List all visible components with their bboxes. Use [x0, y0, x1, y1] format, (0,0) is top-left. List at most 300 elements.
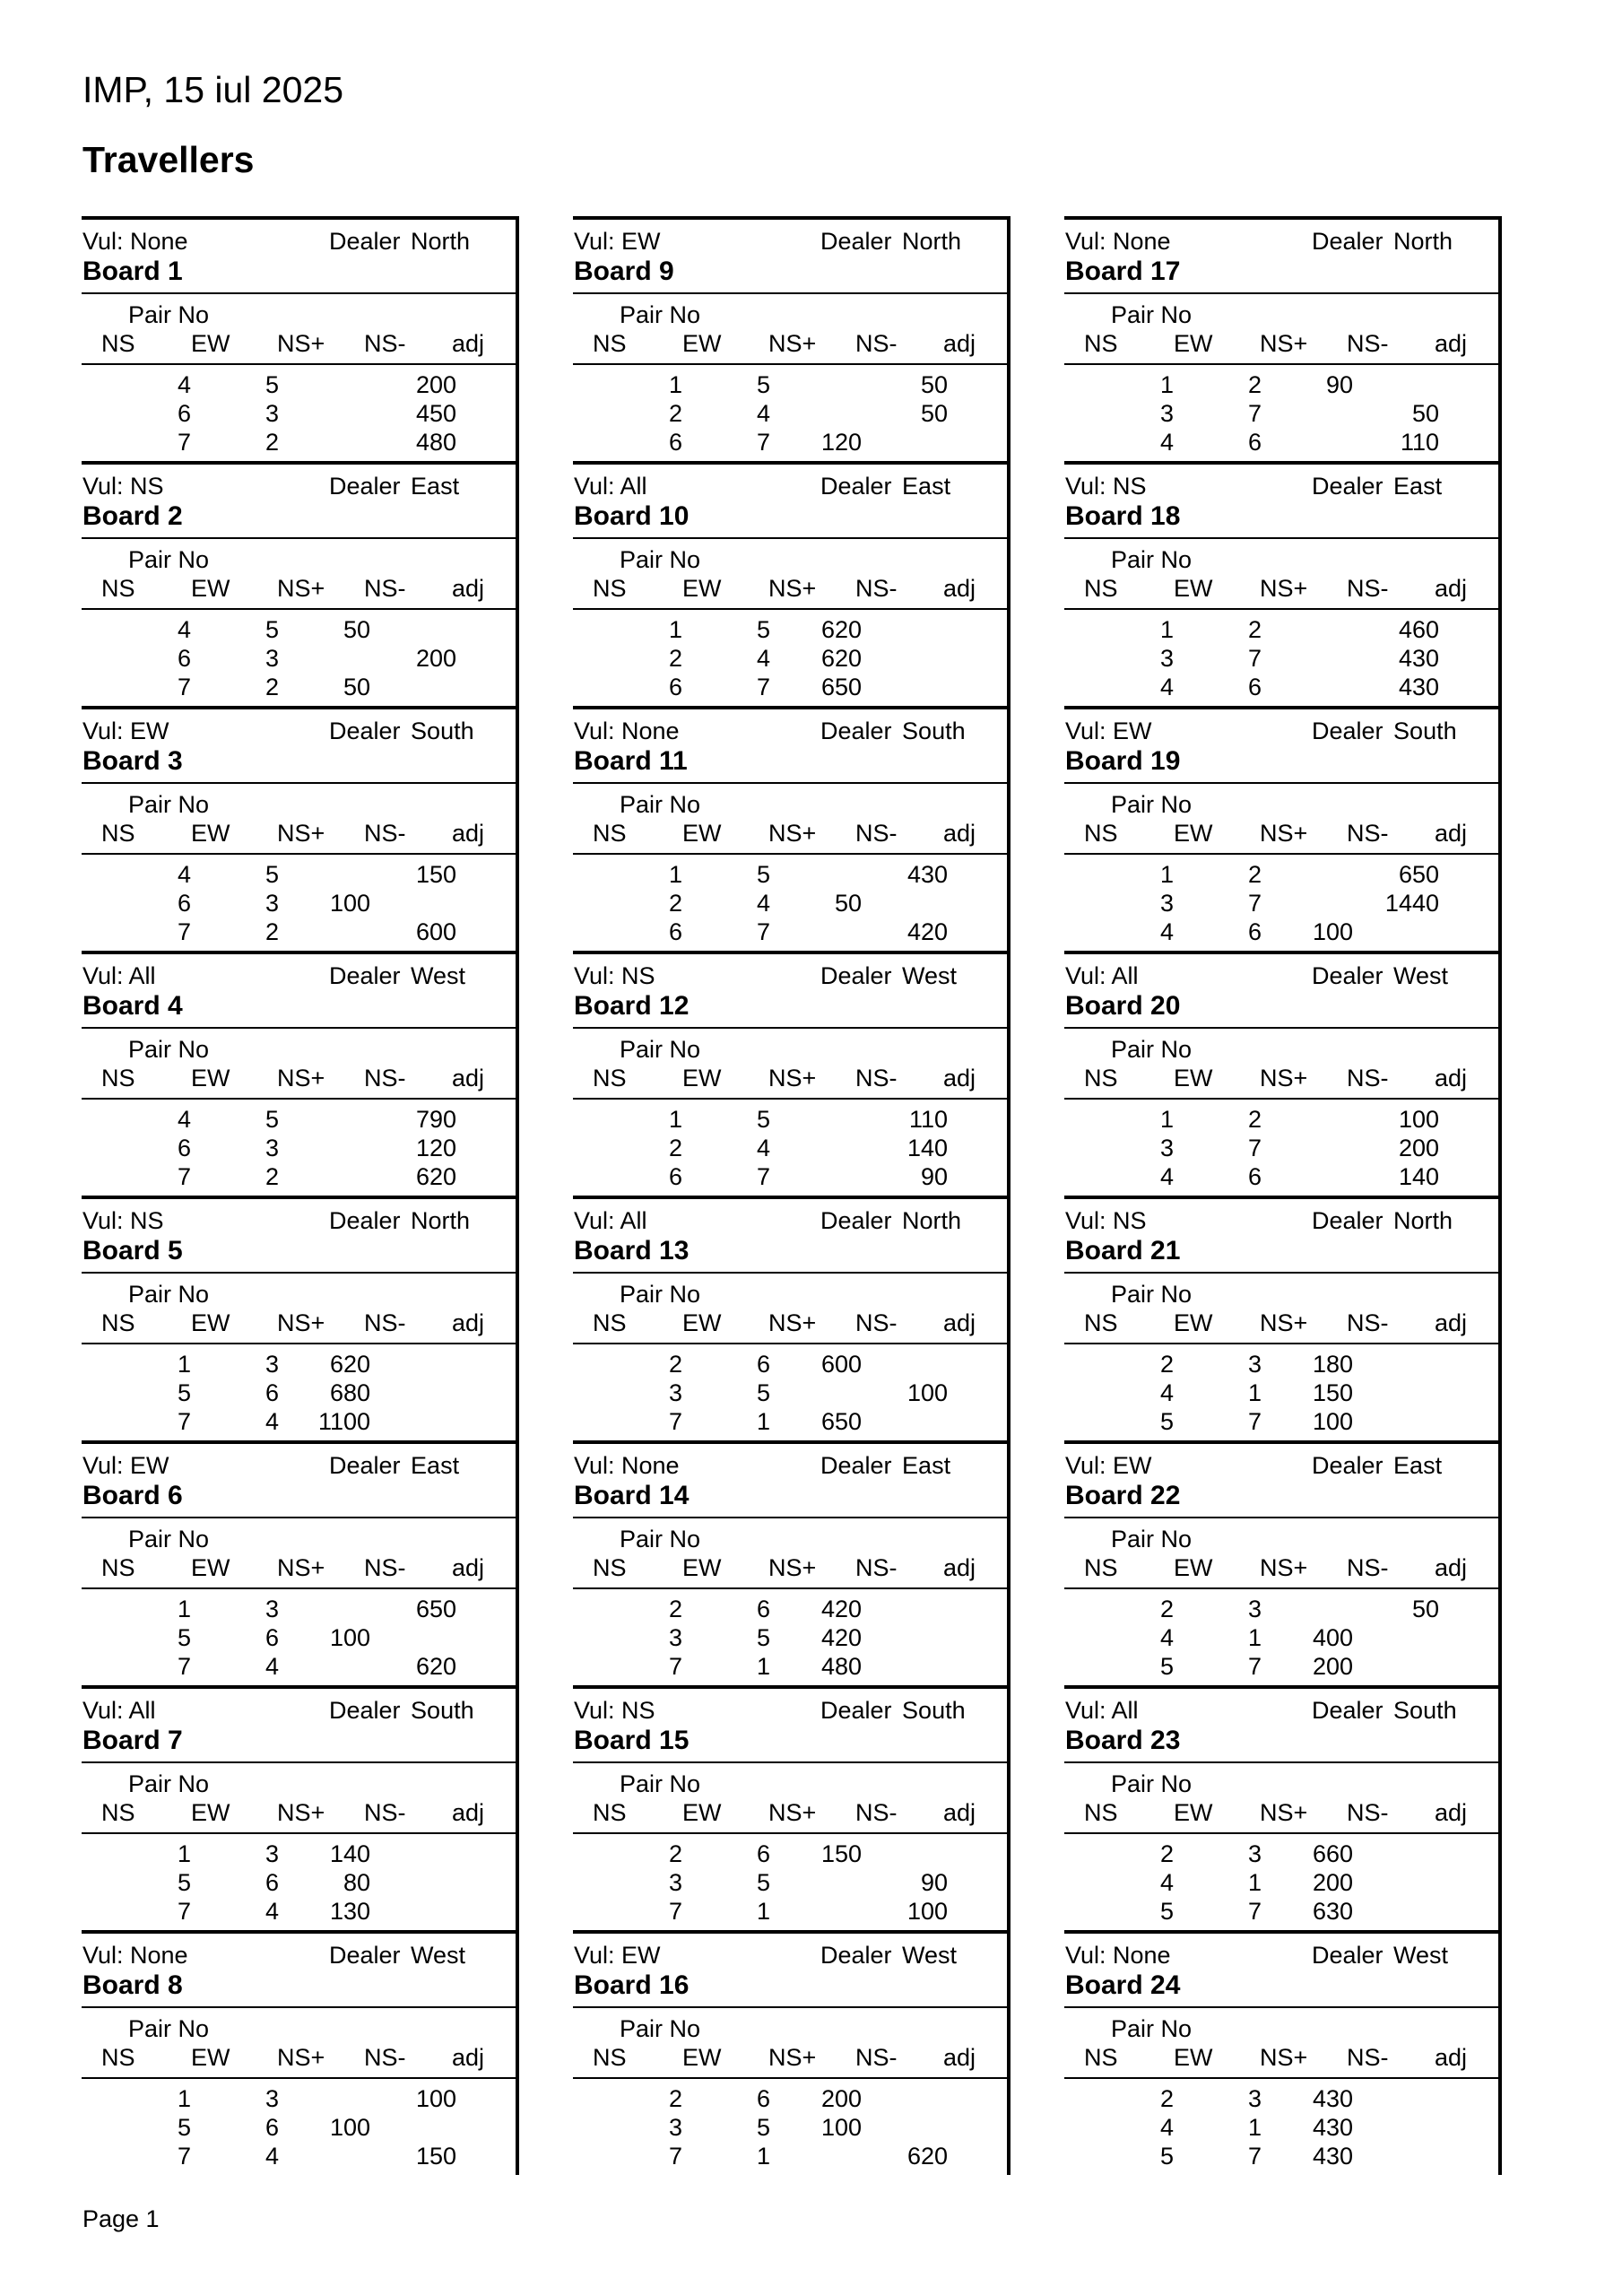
table-row: [82, 2084, 516, 2113]
ew-pair-cell: 2: [265, 674, 279, 700]
ew-header: EW: [1174, 575, 1213, 602]
divider: [1064, 1761, 1498, 1763]
ns-pair-cell: 2: [1159, 1351, 1174, 1378]
ns-header: NS: [593, 2044, 627, 2071]
ns-pair-cell: 1: [177, 1840, 191, 1867]
ns-pair-cell: 2: [668, 1351, 682, 1378]
ns-pair-cell: 7: [177, 1163, 191, 1190]
ns-pair-cell: 3: [668, 1624, 682, 1651]
ns-plus-header: NS+: [768, 820, 817, 847]
ns-header: NS: [593, 1309, 627, 1336]
divider: [573, 1832, 1007, 1834]
ew-pair-cell: 7: [756, 1163, 770, 1190]
board-name: Board 14: [574, 1481, 690, 1510]
ns-pair-cell: 4: [1159, 918, 1174, 945]
ns-pair-cell: 2: [668, 1840, 682, 1867]
table-row: [82, 1162, 516, 1191]
ns-header: NS: [101, 1065, 135, 1091]
table-row: [573, 1897, 1007, 1926]
ew-pair-cell: 7: [756, 429, 770, 456]
ns-pair-cell: 7: [668, 1408, 682, 1435]
ns-minus-header: NS-: [855, 1554, 898, 1581]
table-row: [82, 1623, 516, 1652]
ns-plus-header: NS+: [768, 2044, 817, 2071]
divider: [82, 782, 516, 784]
traveller-board: [1064, 706, 1502, 951]
ns-header: NS: [101, 1309, 135, 1336]
ew-pair-cell: 6: [265, 2114, 279, 2141]
adj-header: adj: [1435, 1799, 1468, 1826]
vulnerability: Vul: NS: [574, 1697, 655, 1724]
divider: [1064, 1098, 1498, 1100]
ns-pair-cell: 3: [1159, 890, 1174, 917]
column-headers: [1064, 329, 1498, 358]
ns-header: NS: [1084, 1065, 1118, 1091]
ew-pair-cell: 4: [756, 1135, 770, 1161]
dealer: Dealer North: [1312, 228, 1453, 255]
vulnerability: Vul: NS: [82, 1207, 164, 1234]
adj-header: adj: [452, 1309, 485, 1336]
ew-pair-cell: 6: [1247, 429, 1262, 456]
ns-pair-cell: 5: [177, 1869, 191, 1896]
ew-pair-cell: 5: [756, 2114, 770, 2141]
table-row: [1064, 1350, 1498, 1378]
dealer: Dealer East: [329, 1452, 460, 1479]
column-headers: [573, 329, 1007, 358]
column-headers: [573, 574, 1007, 603]
ew-pair-cell: 5: [265, 371, 279, 398]
ew-pair-cell: 3: [265, 890, 279, 917]
vulnerability: Vul: All: [1065, 1697, 1139, 1724]
board-name: Board 16: [574, 1970, 690, 2000]
ns-minus-header: NS-: [1347, 820, 1389, 847]
ew-pair-cell: 3: [265, 645, 279, 672]
table-row: [1064, 644, 1498, 673]
ew-header: EW: [682, 575, 722, 602]
divider: [1064, 1027, 1498, 1029]
divider: [82, 537, 516, 539]
ns-pair-cell: 2: [668, 1135, 682, 1161]
ns-minus-header: NS-: [855, 1309, 898, 1336]
divider: [82, 1343, 516, 1344]
column-headers: [573, 1064, 1007, 1092]
ns-plus-cell: 420: [820, 1596, 862, 1622]
ns-pair-cell: 4: [1159, 1869, 1174, 1896]
ew-pair-cell: 7: [1247, 400, 1262, 427]
ew-header: EW: [191, 575, 230, 602]
adj-header: adj: [943, 575, 976, 602]
ns-pair-cell: 1: [1159, 861, 1174, 888]
table-row: [82, 1595, 516, 1623]
ew-header: EW: [1174, 2044, 1213, 2071]
board-name: Board 3: [82, 746, 183, 776]
ns-minus-cell: 450: [415, 400, 456, 427]
dealer: Dealer West: [820, 1942, 958, 1969]
column-headers: [82, 1309, 516, 1337]
ns-minus-cell: 1440: [1384, 890, 1439, 917]
ns-header: NS: [1084, 330, 1118, 357]
ns-plus-cell: 100: [329, 1624, 370, 1651]
ew-header: EW: [191, 1065, 230, 1091]
ns-plus-cell: 660: [1312, 1840, 1353, 1867]
ns-plus-cell: 430: [1312, 2085, 1353, 2112]
traveller-board: [573, 1440, 1010, 1685]
divider: [82, 363, 516, 365]
ns-pair-cell: 6: [177, 1135, 191, 1161]
table-row: [1064, 889, 1498, 918]
divider: [1064, 1272, 1498, 1274]
ns-pair-cell: 2: [668, 2085, 682, 2112]
ns-minus-cell: 150: [415, 2143, 456, 2170]
pair-no-label: Pair No: [1111, 1036, 1193, 1063]
ew-header: EW: [1174, 330, 1213, 357]
column-headers: [82, 329, 516, 358]
ew-pair-cell: 5: [756, 616, 770, 643]
ns-header: NS: [101, 330, 135, 357]
pair-no-label: Pair No: [128, 791, 210, 818]
ns-plus-header: NS+: [768, 575, 817, 602]
ns-plus-cell: 100: [329, 890, 370, 917]
divider: [573, 363, 1007, 365]
ew-pair-cell: 5: [756, 371, 770, 398]
dealer: Dealer North: [820, 1207, 962, 1234]
section-title: Travellers: [82, 139, 255, 180]
divider: [573, 853, 1007, 855]
ew-header: EW: [1174, 1309, 1213, 1336]
ns-minus-header: NS-: [1347, 330, 1389, 357]
pair-no-label: Pair No: [1111, 1281, 1193, 1308]
ns-minus-header: NS-: [364, 1554, 406, 1581]
ns-plus-header: NS+: [1260, 1065, 1308, 1091]
ns-minus-cell: 150: [415, 861, 456, 888]
divider: [573, 1517, 1007, 1518]
table-row: [573, 1105, 1007, 1134]
ns-plus-cell: 100: [820, 2114, 862, 2141]
adj-header: adj: [943, 1799, 976, 1826]
adj-header: adj: [1435, 1309, 1468, 1336]
ns-minus-cell: 50: [1411, 1596, 1439, 1622]
traveller-board: [573, 216, 1010, 461]
ns-pair-cell: 1: [177, 1596, 191, 1622]
divider: [1064, 363, 1498, 365]
board-name: Board 2: [82, 501, 183, 531]
ew-pair-cell: 3: [1247, 1351, 1262, 1378]
ns-pair-cell: 4: [177, 1106, 191, 1133]
divider: [1064, 1832, 1498, 1834]
ew-pair-cell: 2: [265, 1163, 279, 1190]
ns-pair-cell: 5: [1159, 1898, 1174, 1925]
ew-header: EW: [682, 330, 722, 357]
ns-pair-cell: 5: [1159, 2143, 1174, 2170]
ew-pair-cell: 3: [1247, 1596, 1262, 1622]
adj-header: adj: [943, 330, 976, 357]
ns-plus-cell: 630: [1312, 1898, 1353, 1925]
traveller-board: [1064, 1930, 1502, 2175]
table-row: [573, 1868, 1007, 1897]
ns-plus-cell: 200: [1312, 1653, 1353, 1680]
ns-minus-cell: 100: [906, 1898, 948, 1925]
table-row: [82, 1897, 516, 1926]
ns-minus-cell: 50: [920, 371, 948, 398]
adj-header: adj: [452, 2044, 485, 2071]
ns-plus-header: NS+: [277, 1309, 325, 1336]
table-row: [1064, 2113, 1498, 2142]
pair-no-label: Pair No: [128, 2015, 210, 2042]
table-row: [1064, 1105, 1498, 1134]
ns-minus-cell: 430: [1398, 645, 1439, 672]
ns-pair-cell: 1: [1159, 616, 1174, 643]
ns-minus-header: NS-: [364, 330, 406, 357]
ns-minus-cell: 620: [906, 2143, 948, 2170]
table-row: [1064, 399, 1498, 428]
ns-minus-header: NS-: [855, 1799, 898, 1826]
vulnerability: Vul: EW: [574, 228, 661, 255]
divider: [82, 1517, 516, 1518]
ns-minus-cell: 90: [920, 1163, 948, 1190]
table-row: [573, 1378, 1007, 1407]
column-headers: [1064, 819, 1498, 848]
ns-pair-cell: 4: [1159, 2114, 1174, 2141]
ns-pair-cell: 7: [177, 1898, 191, 1925]
column-headers: [1064, 574, 1498, 603]
table-row: [1064, 1134, 1498, 1162]
ew-pair-cell: 1: [1247, 2114, 1262, 2141]
table-row: [573, 644, 1007, 673]
table-row: [82, 860, 516, 889]
adj-header: adj: [452, 1554, 485, 1581]
pair-no-label: Pair No: [620, 1526, 701, 1552]
adj-header: adj: [943, 1309, 976, 1336]
traveller-board: [82, 216, 519, 461]
vulnerability: Vul: None: [82, 228, 188, 255]
ew-pair-cell: 2: [1247, 861, 1262, 888]
ns-plus-header: NS+: [1260, 1309, 1308, 1336]
ew-header: EW: [682, 1065, 722, 1091]
table-row: [1064, 2084, 1498, 2113]
pair-no-label: Pair No: [128, 1526, 210, 1552]
ns-pair-cell: 1: [1159, 371, 1174, 398]
board-name: Board 5: [82, 1236, 183, 1265]
ns-plus-header: NS+: [277, 575, 325, 602]
dealer: Dealer South: [1312, 1697, 1457, 1724]
ns-minus-cell: 430: [906, 861, 948, 888]
table-row: [1064, 1623, 1498, 1652]
traveller-board: [573, 1196, 1010, 1440]
board-name: Board 11: [574, 746, 688, 776]
ew-pair-cell: 1: [1247, 1379, 1262, 1406]
column-headers: [1064, 1309, 1498, 1337]
dealer: Dealer South: [329, 718, 474, 744]
dealer: Dealer West: [329, 1942, 466, 1969]
divider: [573, 2006, 1007, 2008]
ns-pair-cell: 3: [1159, 400, 1174, 427]
ns-pair-cell: 5: [177, 1624, 191, 1651]
ns-pair-cell: 2: [668, 890, 682, 917]
pair-no-label: Pair No: [620, 2015, 701, 2042]
ew-pair-cell: 5: [756, 861, 770, 888]
table-row: [573, 2113, 1007, 2142]
column-headers: [82, 2043, 516, 2072]
ew-pair-cell: 2: [265, 918, 279, 945]
ew-header: EW: [682, 2044, 722, 2071]
ns-plus-cell: 1100: [317, 1408, 370, 1435]
ns-pair-cell: 6: [668, 674, 682, 700]
traveller-board: [82, 461, 519, 706]
ns-plus-cell: 120: [820, 429, 862, 456]
table-row: [82, 399, 516, 428]
adj-header: adj: [1435, 330, 1468, 357]
ew-header: EW: [682, 1554, 722, 1581]
board-name: Board 8: [82, 1970, 183, 2000]
ns-minus-header: NS-: [1347, 575, 1389, 602]
ew-header: EW: [682, 1309, 722, 1336]
divider: [82, 292, 516, 294]
ns-pair-cell: 7: [177, 1653, 191, 1680]
ew-pair-cell: 4: [756, 645, 770, 672]
ns-pair-cell: 4: [1159, 1163, 1174, 1190]
ns-plus-cell: 100: [329, 2114, 370, 2141]
ns-minus-header: NS-: [855, 820, 898, 847]
traveller-board: [1064, 1196, 1502, 1440]
ns-pair-cell: 7: [177, 2143, 191, 2170]
ns-plus-cell: 50: [343, 616, 370, 643]
table-row: [573, 1839, 1007, 1868]
ns-minus-header: NS-: [364, 575, 406, 602]
ns-pair-cell: 2: [668, 1596, 682, 1622]
ew-header: EW: [1174, 1799, 1213, 1826]
divider: [573, 537, 1007, 539]
ns-plus-header: NS+: [1260, 1554, 1308, 1581]
board-name: Board 1: [82, 257, 183, 286]
ns-minus-cell: 200: [415, 371, 456, 398]
ns-header: NS: [101, 820, 135, 847]
table-row: [1064, 1407, 1498, 1436]
table-row: [82, 889, 516, 918]
ns-plus-cell: 100: [1312, 1408, 1353, 1435]
adj-header: adj: [452, 1065, 485, 1091]
ns-minus-header: NS-: [1347, 2044, 1389, 2071]
ns-plus-cell: 620: [329, 1351, 370, 1378]
adj-header: adj: [452, 330, 485, 357]
ew-pair-cell: 4: [756, 400, 770, 427]
ns-header: NS: [1084, 2044, 1118, 2071]
ns-plus-header: NS+: [768, 1309, 817, 1336]
table-row: [573, 1652, 1007, 1681]
ns-pair-cell: 7: [177, 918, 191, 945]
traveller-board: [573, 951, 1010, 1196]
table-row: [82, 1134, 516, 1162]
ew-pair-cell: 5: [756, 1869, 770, 1896]
ns-minus-cell: 620: [415, 1653, 456, 1680]
divider: [1064, 2006, 1498, 2008]
ns-pair-cell: 6: [668, 1163, 682, 1190]
ns-plus-header: NS+: [1260, 330, 1308, 357]
ew-pair-cell: 3: [265, 400, 279, 427]
ns-pair-cell: 7: [177, 1408, 191, 1435]
dealer: Dealer East: [820, 473, 951, 500]
ew-pair-cell: 1: [756, 1898, 770, 1925]
table-row: [82, 1839, 516, 1868]
column-headers: [82, 1553, 516, 1582]
vulnerability: Vul: NS: [574, 962, 655, 989]
ns-minus-header: NS-: [855, 330, 898, 357]
ns-header: NS: [593, 575, 627, 602]
board-name: Board 15: [574, 1726, 690, 1755]
ew-pair-cell: 4: [756, 890, 770, 917]
ns-plus-header: NS+: [768, 1799, 817, 1826]
ns-plus-header: NS+: [768, 330, 817, 357]
table-row: [1064, 1868, 1498, 1897]
ew-header: EW: [191, 2044, 230, 2071]
ns-pair-cell: 2: [1159, 2085, 1174, 2112]
page-number: Page 1: [82, 2205, 160, 2232]
table-row: [82, 370, 516, 399]
ew-pair-cell: 3: [265, 1351, 279, 1378]
ew-pair-cell: 3: [265, 1596, 279, 1622]
table-row: [573, 370, 1007, 399]
ns-pair-cell: 3: [1159, 1135, 1174, 1161]
column-headers: [1064, 1798, 1498, 1827]
table-row: [82, 428, 516, 457]
ew-pair-cell: 5: [265, 861, 279, 888]
pair-no-label: Pair No: [128, 1770, 210, 1797]
dealer: Dealer West: [1312, 962, 1449, 989]
ew-pair-cell: 6: [265, 1869, 279, 1896]
column-headers: [1064, 1553, 1498, 1582]
ew-header: EW: [1174, 820, 1213, 847]
traveller-board: [573, 706, 1010, 951]
table-row: [1064, 1839, 1498, 1868]
table-row: [82, 918, 516, 946]
ns-plus-header: NS+: [1260, 820, 1308, 847]
traveller-board: [1064, 1440, 1502, 1685]
vulnerability: Vul: None: [82, 1942, 188, 1969]
ns-pair-cell: 4: [177, 371, 191, 398]
dealer: Dealer East: [820, 1452, 951, 1479]
table-row: [82, 1378, 516, 1407]
divider: [573, 1343, 1007, 1344]
ew-pair-cell: 7: [1247, 2143, 1262, 2170]
vulnerability: Vul: EW: [1065, 718, 1152, 744]
ns-pair-cell: 4: [177, 616, 191, 643]
ns-minus-header: NS-: [1347, 1309, 1389, 1336]
ns-minus-cell: 790: [415, 1106, 456, 1133]
table-row: [573, 615, 1007, 644]
pair-no-label: Pair No: [1111, 546, 1193, 573]
pair-no-label: Pair No: [620, 791, 701, 818]
ns-minus-cell: 200: [415, 645, 456, 672]
ew-pair-cell: 6: [1247, 674, 1262, 700]
board-name: Board 19: [1065, 746, 1181, 776]
pair-no-label: Pair No: [1111, 301, 1193, 328]
ns-header: NS: [593, 1554, 627, 1581]
ew-pair-cell: 1: [1247, 1624, 1262, 1651]
ns-plus-cell: 650: [820, 1408, 862, 1435]
table-row: [1064, 1595, 1498, 1623]
ew-header: EW: [191, 1799, 230, 1826]
ns-pair-cell: 1: [177, 1351, 191, 1378]
adj-header: adj: [943, 2044, 976, 2071]
ns-plus-cell: 150: [820, 1840, 862, 1867]
ns-plus-cell: 620: [820, 616, 862, 643]
divider: [573, 608, 1007, 610]
ns-pair-cell: 6: [668, 429, 682, 456]
ns-minus-cell: 110: [908, 1106, 948, 1133]
vulnerability: Vul: NS: [1065, 1207, 1147, 1234]
table-row: [1064, 2142, 1498, 2170]
column-headers: [1064, 2043, 1498, 2072]
ns-minus-header: NS-: [1347, 1799, 1389, 1826]
